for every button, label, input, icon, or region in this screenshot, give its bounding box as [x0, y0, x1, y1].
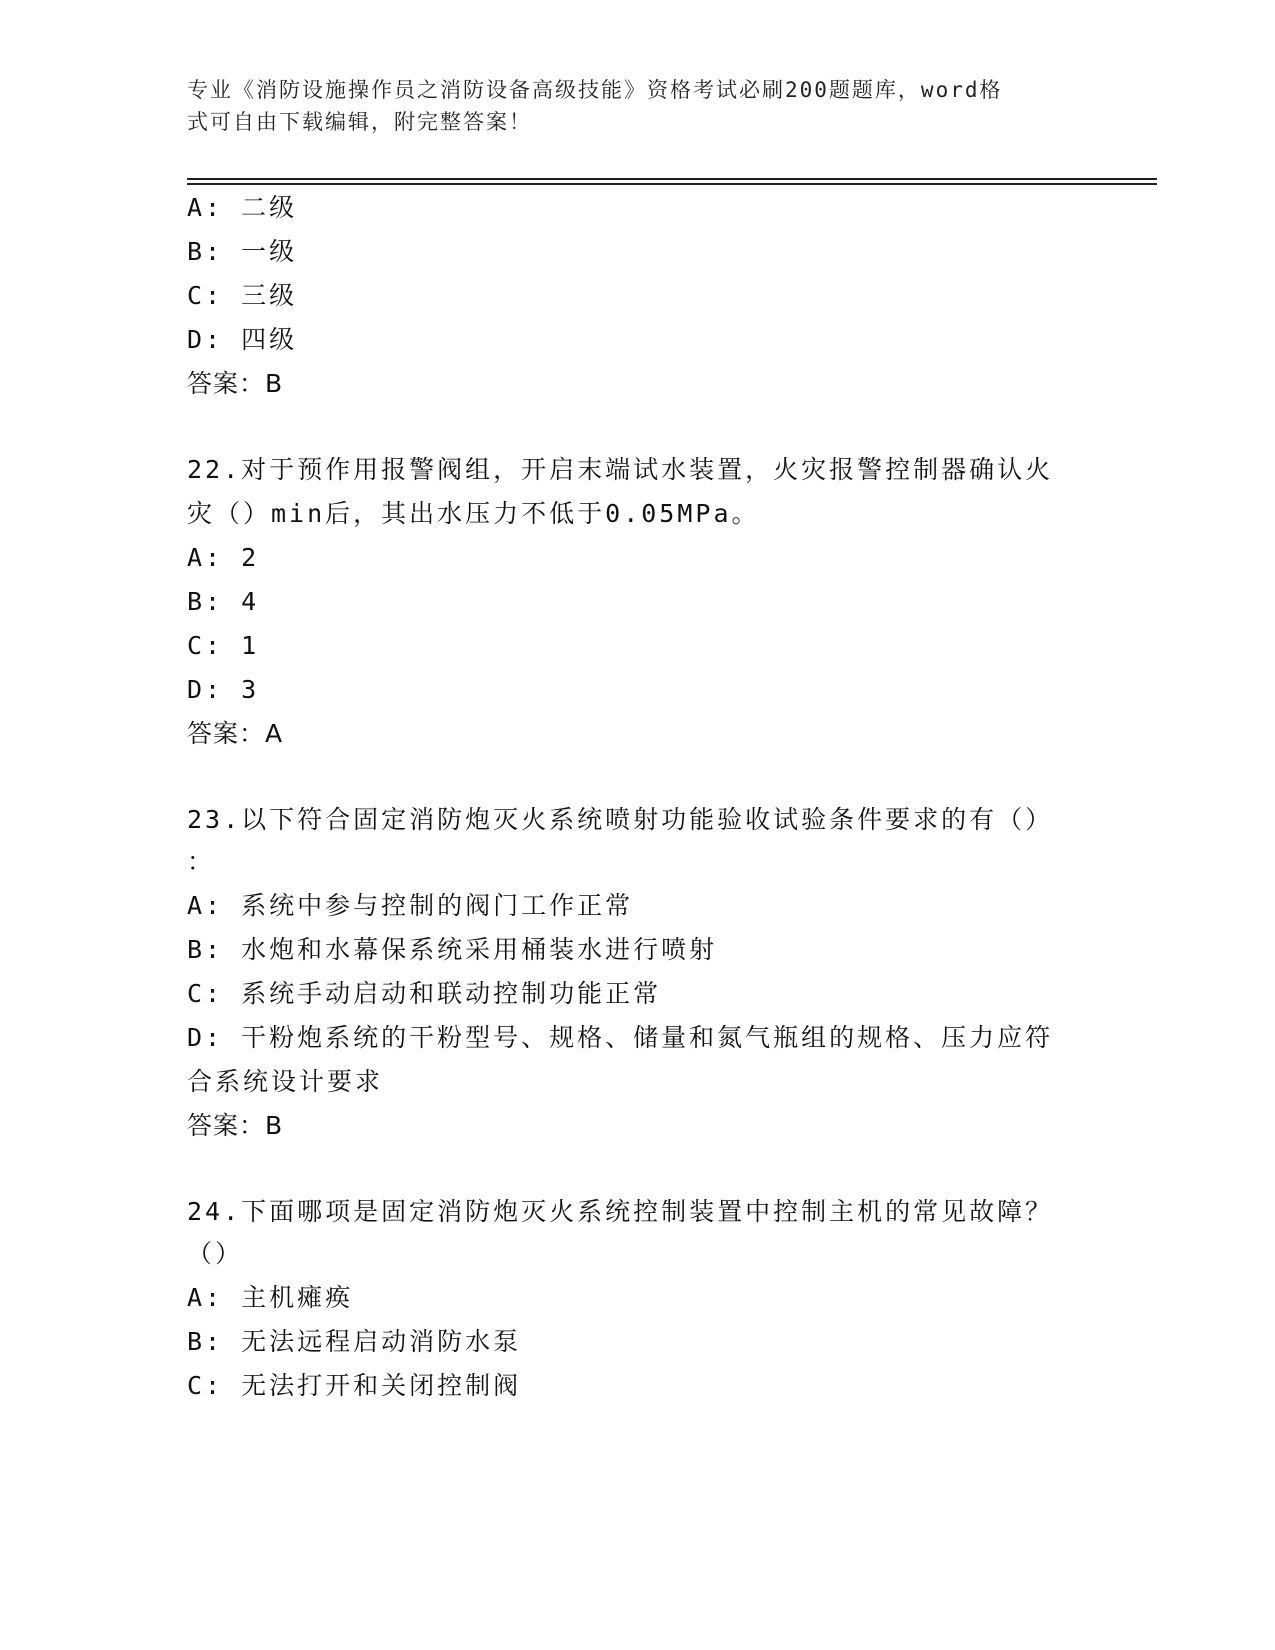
q24-stem-line-1: 24.下面哪项是固定消防炮灭火系统控制装置中控制主机的常见故障？: [187, 1197, 1054, 1226]
q24-option-b: B: 无法远程启动消防水泵: [187, 1327, 522, 1356]
header-line-1: 专业《消防设施操作员之消防设备高级技能》资格考试必刷200题题库，word格: [187, 78, 1003, 102]
q23-option-d: D: 干粉炮系统的干粉型号、规格、储量和氮气瓶组的规格、压力应符: [187, 1023, 1054, 1052]
q23-answer: 答案：B: [187, 1111, 284, 1140]
q21-option-d: D: 四级: [187, 325, 298, 354]
q22-option-b: B: 4: [187, 587, 260, 616]
q21-option-c: C: 三级: [187, 281, 298, 310]
q24-option-c: C: 无法打开和关闭控制阀: [187, 1371, 522, 1400]
q22-option-d: D: 3: [187, 675, 260, 704]
q21-answer: 答案：B: [187, 369, 284, 398]
q23-option-a: A: 系统中参与控制的阀门工作正常: [187, 891, 634, 920]
header-divider-top: [187, 178, 1157, 180]
q23-stem-line-1: 23.以下符合固定消防炮灭火系统喷射功能验收试验条件要求的有（）: [187, 805, 1054, 834]
q23-stem-line-2: ：: [187, 847, 216, 876]
q22-stem-line-2: 灾（）min后，其出水压力不低于0.05MPa。: [187, 499, 760, 528]
q22-option-a: A: 2: [187, 543, 260, 572]
document-header: [187, 74, 1067, 138]
q21-option-a: A: 二级: [187, 193, 298, 222]
q23-option-b: B: 水炮和水幕保系统采用桶装水进行喷射: [187, 935, 718, 964]
q24-option-a: A: 主机瘫痪: [187, 1283, 354, 1312]
q23-option-d-continuation: 合系统设计要求: [187, 1067, 384, 1096]
header-line-2: 式可自由下载编辑，附完整答案！: [187, 110, 532, 134]
q22-option-c: C: 1: [187, 631, 260, 660]
header-divider-bottom: [187, 183, 1157, 185]
q24-stem-line-2: （）: [187, 1239, 244, 1268]
q22-stem-line-1: 22.对于预作用报警阀组，开启末端试水装置，火灾报警控制器确认火: [187, 455, 1054, 484]
q22-answer: 答案：A: [187, 719, 284, 748]
q23-option-c: C: 系统手动启动和联动控制功能正常: [187, 979, 662, 1008]
q21-option-b: B: 一级: [187, 237, 298, 266]
